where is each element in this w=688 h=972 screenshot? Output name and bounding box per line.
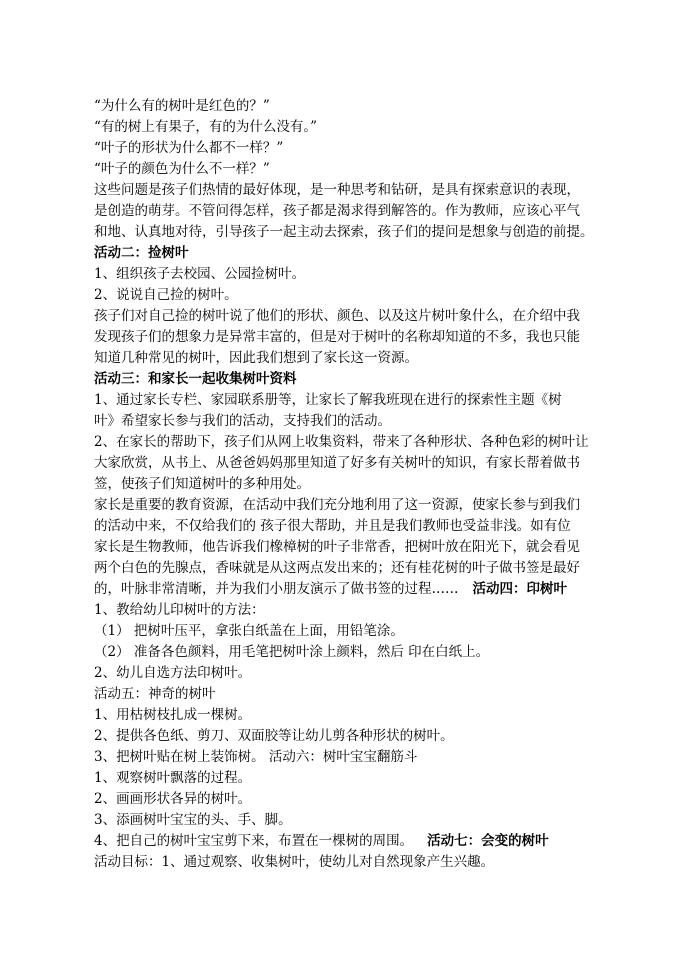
text-line: 3、把树叶贴在树上装饰树。 活动六：树叶宝宝翻筋斗 — [94, 749, 418, 765]
text-line: （1） 把树叶压平，拿张白纸盖在上面，用铅笔涂。 — [94, 623, 404, 639]
section-heading: 活动二：捡树叶 — [94, 245, 189, 261]
text-line: 和地、认真地对待，引导孩子一起主动去探索，孩子们的提问是想象与创造的前提。 — [94, 224, 594, 240]
text-segment: 的，叶脉非常清晰，并为我们小朋友演示了做书签的过程…… — [94, 581, 459, 597]
text-line: 2、说说自己捡的树叶。 — [94, 287, 238, 303]
text-line: （2） 准备各色颜料，用毛笔把树叶涂上颜料，然后 印在白纸上。 — [94, 644, 490, 660]
text-line: 2、提供各色纸、剪刀、双面胶等让幼儿剪各种形状的树叶。 — [94, 728, 454, 744]
text-line: 1、教给幼儿印树叶的方法： — [94, 602, 265, 618]
text-line: 知道几种常见的树叶，因此我们想到了家长这一资源。 — [94, 350, 418, 366]
text-line: 1、观察树叶飘落的过程。 — [94, 770, 252, 786]
section-heading: 活动三：和家长一起收集树叶资料 — [94, 371, 297, 387]
text-line: 活动目标：1、通过观察、收集树叶，使幼儿对自然现象产生兴趣。 — [94, 854, 495, 870]
text-line — [94, 579, 654, 599]
text-line: 1、用枯树枝扎成一棵树。 — [94, 707, 252, 723]
text-line: 这些问题是孩子们热情的最好体现，是一种思考和钻研，是具有探索意识的表现， — [94, 182, 580, 198]
text-line: “为什么有的树叶是红色的？” — [94, 98, 270, 114]
section-heading-inline: 活动七：会变的树叶 — [427, 833, 549, 849]
text-line: 叶》希望家长参与我们的活动，支持我们的活动。 — [94, 413, 391, 429]
text-line: 的活动中来，不仅给我们的 孩子很大帮助，并且是我们教师也受益非浅。如有位 — [94, 518, 571, 534]
text-line — [94, 831, 654, 851]
text-line: “叶子的形状为什么都不一样？” — [94, 140, 284, 156]
text-line: 2、画画形状各异的树叶。 — [94, 791, 252, 807]
text-line: 发现孩子们的想象力是异常丰富的，但是对于树叶的名称却知道的不多，我也只能 — [94, 329, 580, 345]
text-line: 2、幼儿自选方法印树叶。 — [94, 665, 252, 681]
text-line: “有的树上有果子，有的为什么没有。” — [94, 119, 318, 135]
text-line: 大家欣赏，从书上、从爸爸妈妈那里知道了好多有关树叶的知识，有家长帮着做书 — [94, 455, 580, 471]
text-line: 1、组织孩子去校园、公园捡树叶。 — [94, 266, 306, 282]
section-heading: 活动五：神奇的树叶 — [94, 686, 216, 702]
text-line: 1、通过家长专栏、家园联系册等，让家长了解我班现在进行的探索性主题《树 — [94, 392, 562, 408]
text-line: 是创造的萌芽。不管问得怎样，孩子都是渴求得到解答的。作为教师，应该心平气 — [94, 203, 580, 219]
text-line: 签，使孩子们知道树叶的多种用处。 — [94, 476, 310, 492]
text-segment: 4、把自己的树叶宝宝剪下来，布置在一棵树的周围。 — [94, 833, 414, 849]
text-line: 家长是重要的教育资源，在活动中我们充分地利用了这一资源，使家长参与到我们 — [94, 497, 580, 513]
text-line: 两个白色的先腺点，香味就是从这两点发出来的；还有桂花树的叶子做书签是最好 — [94, 560, 580, 576]
text-line: 孩子们对自己捡的树叶说了他们的形状、颜色、以及这片树叶象什么，在介绍中我 — [94, 308, 580, 324]
text-line: 家长是生物教师，他告诉我们橡樟树的叶子非常香，把树叶放在阳光下，就会看见 — [94, 539, 580, 555]
text-line: “叶子的颜色为什么不一样？” — [94, 161, 270, 177]
text-line: 3、添画树叶宝宝的头、手、脚。 — [94, 812, 292, 828]
section-heading-inline: 活动四：印树叶 — [472, 581, 567, 597]
text-line: 2、在家长的帮助下，孩子们从网上收集资料，带来了各种形状、各种色彩的树叶让 — [94, 434, 589, 450]
